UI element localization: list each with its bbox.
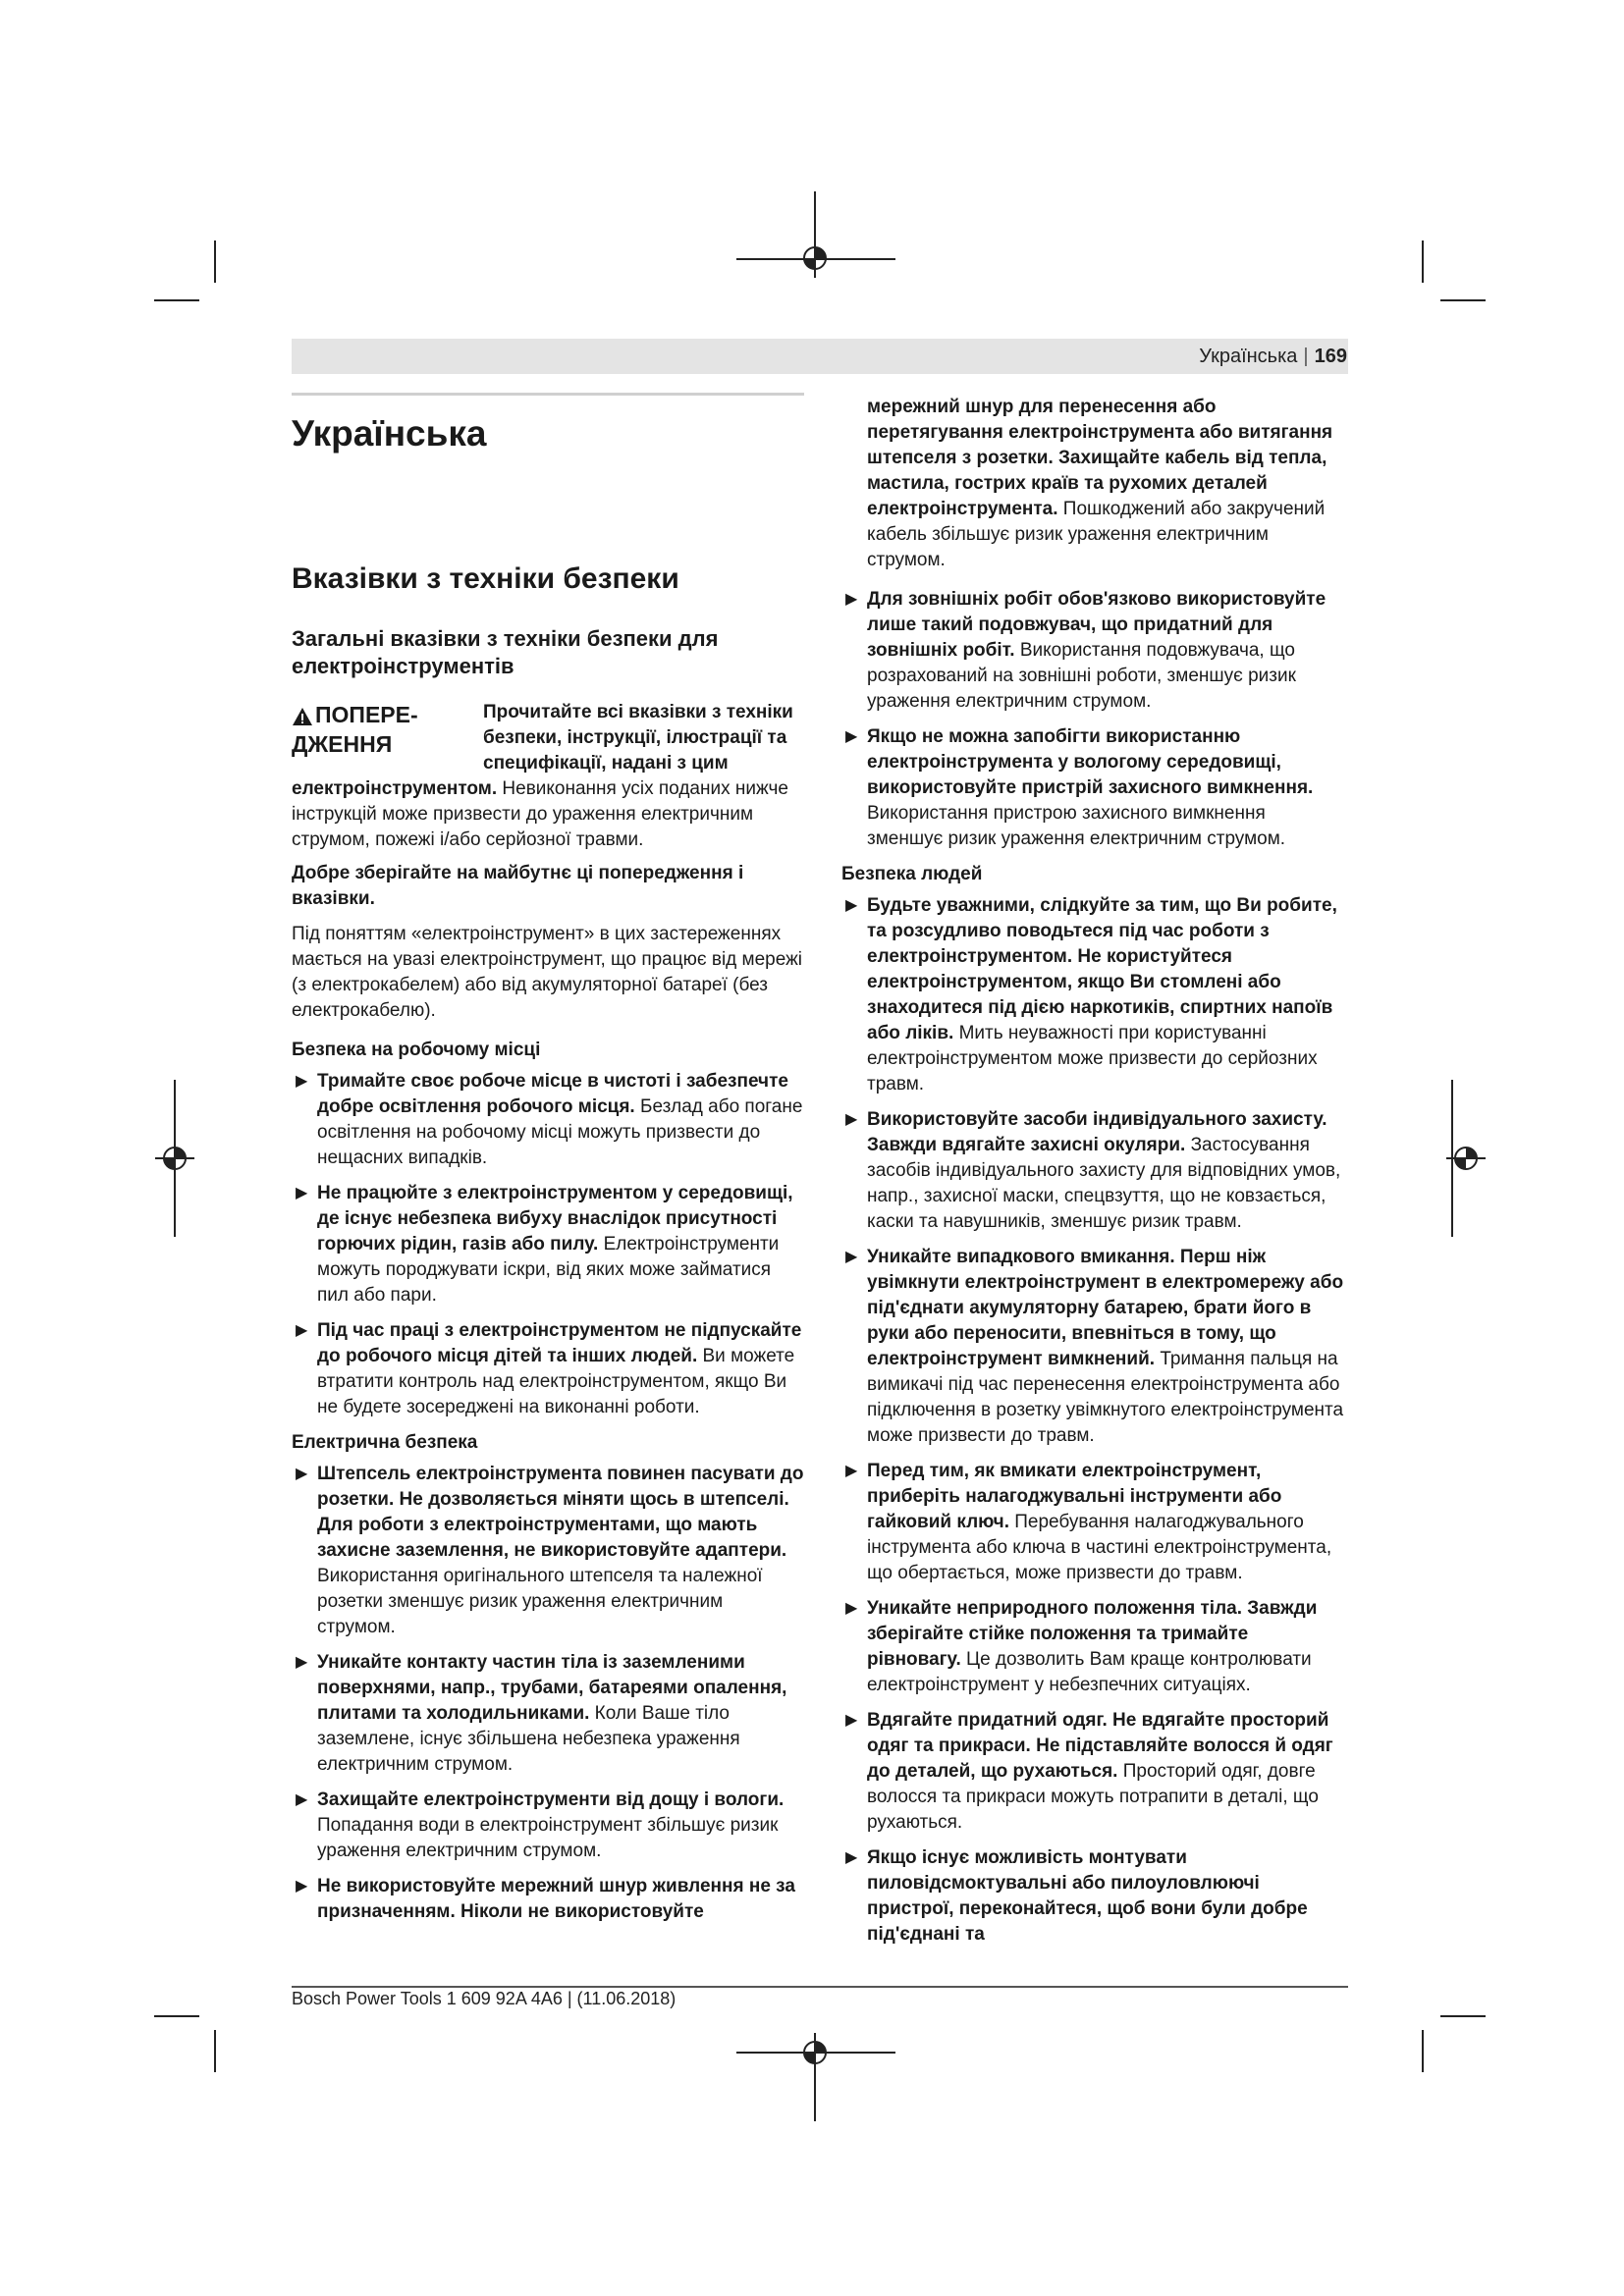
crop-mark (1422, 2030, 1424, 2072)
header-section: Українська (1199, 346, 1298, 367)
list-item: ▶ Не використовуйте мережний шнур живлення не за призначенням. Ніколи не використовуйте (296, 1876, 795, 1922)
warning-label (292, 700, 483, 776)
crop-mark (1440, 2015, 1486, 2017)
crop-mark (814, 191, 816, 240)
crop-mark (154, 299, 199, 301)
crop-mark (1451, 1080, 1453, 1237)
heading-personal-safety: Безпека людей (841, 864, 983, 884)
list-item: ▶ Перед тим, як вмикати електроінструмент, приберіть налагоджувальні інструменти або гайковий ключ. Перебування налагоджувального інструмента або ключа в частині електроінструмента, що обертається, може призвести до травм. (845, 1461, 1332, 1583)
warning-cont-text: Невиконання усіх поданих нижче інструкцій може призвести до ураження електричним струмом, пожежі і/або серйозної травми. (292, 778, 788, 850)
definition-paragraph: Під поняттям «електроінструмент» в цих застереженнях мається на увазі електроінструмент, що працює від мережі (з електрокабелем) або від акумуляторної батареї (без електрокабелю). (292, 924, 803, 1021)
crop-mark (214, 2030, 216, 2072)
page-number: 169 (1314, 346, 1347, 367)
crop-mark (214, 240, 216, 283)
crop-mark (736, 2052, 895, 2054)
crop-mark (814, 2072, 816, 2121)
list-item: ▶ Якщо існує можливість монтувати пиловідсмоктувальні або пилоуловлюючі пристрої, переконайтеся, щоб вони були добре під'єднані та (845, 1847, 1308, 1945)
crop-mark (154, 2015, 199, 2017)
list-item: ▶ Під час праці з електроінструментом не підпускайте до робочого місця дітей та інших людей. Ви можете втратити контроль над електроінструментом, якщо Ви не будете зосереджені на виконанні роботи. (296, 1320, 802, 1417)
page-header: Українська | 169 (1199, 346, 1347, 367)
list-item: ▶ Якщо не можна запобігти використанню електроінструмента у вологому середовищі, використовуйте пристрій захисного вимкнення. Використання пристрою захисного вимкнення зменшує ризик ураження електричним струмом. (845, 726, 1314, 849)
list-item: ▶ Захищайте електроінструменти від дощу і вологи. Попадання води в електроінструмент збільшує ризик ураження електричним струмом. (296, 1789, 785, 1861)
section-title: Вказівки з техніки безпеки (292, 562, 679, 595)
list-item: ▶ Уникайте контакту частин тіла із заземленими поверхнями, напр., трубами, батареями опалення, плитами та холодильниками. Коли Ваше тіло заземлене, існує збільшена небезпека ураження електричним струмом. (296, 1652, 787, 1775)
list-item: ▶ Для зовнішніх робіт обов'язково використовуйте лише такий подовжувач, що придатний для зовнішніх робіт. Використання подовжувача, що розрахований на зовнішні роботи, зменшує ризик ураження електричним струмом. (845, 589, 1326, 712)
heading-work-area: Безпека на робочому місці (292, 1040, 541, 1060)
heading-electrical-safety: Електрична безпека (292, 1432, 478, 1453)
title-rule (292, 393, 804, 396)
warning-continuation (292, 776, 804, 853)
page-header-band (292, 339, 1348, 374)
warning-label-text: ПОПЕРЕ-ДЖЕННЯ (292, 702, 418, 757)
continued-item: мережний шнур для перенесення або перетягування електроінструмента або витягання штепселя з розетки. Захищайте кабель від тепла, мастила, гострих країв та рухомих деталей електроінструмента. Пошкоджений або закручений кабель збільшує ризик ураження електричним струмом. (867, 397, 1333, 570)
list-item: ▶ Вдягайте придатний одяг. Не вдягайте просторий одяг та прикраси. Не підставляйте волосся й одяг до деталей, що рухаються. Просторий одяг, довге волосся та прикраси можуть потрапити в деталі, що рухаються. (845, 1710, 1333, 1833)
list-item: ▶ Будьте уважними, слідкуйте за тим, що Ви робите, та розсудливо поводьтеся під час роботи з електроінструментом. Не користуйтеся електроінструментом, якщо Ви стомлені або знаходитеся під дією наркотиків, спиртних напоїв або ліків. Мить неуважності при користуванні електроінструментом може призвести до серйозних травм. (845, 895, 1337, 1095)
keep-instructions: Добре зберігайте на майбутнє ці попередження і вказівки. (292, 863, 744, 909)
list-item: ▶ Уникайте випадкового вмикання. Перш ніж увімкнути електроінструмент в електромережу або під'єднати акумуляторну батарею, брати його в руки або переносити, впевніться в тому, що електроінструмент вимкнений. Тримання пальця на вимикачі під час перенесення електроінструмента або підключення в розетку увімкнутого електроінструмента може призвести до травм. (845, 1247, 1344, 1446)
crop-mark (1440, 299, 1486, 301)
warning-text: Прочитайте всі вказівки з техніки безпеки, інструкції, ілюстрації та специфікації, надані з цим (483, 702, 793, 774)
language-title: Українська (292, 413, 487, 454)
list-item: ▶ Не працюйте з електроінструментом у середовищі, де існує небезпека вибуху внаслідок присутності горючих рідин, газів або пилу. Електроінструменти можуть породжувати іскри, від яких може займатися пил або пари. (296, 1183, 793, 1306)
left-column (292, 393, 804, 1935)
warning-triangle-icon (292, 707, 313, 726)
warning-block (292, 700, 804, 776)
crop-mark (174, 1080, 176, 1237)
right-column (841, 395, 1346, 1957)
list-item: ▶ Уникайте неприродного положення тіла. Завжди зберігайте стійке положення та тримайте рівновагу. Це дозволить Вам краще контролювати електроінструмент у небезпечних ситуаціях. (845, 1598, 1318, 1695)
warning-cont-bold: електроінструментом. (292, 778, 498, 799)
list-item: ▶ Штепсель електроінструмента повинен пасувати до розетки. Не дозволяється міняти щось в штепселі. Для роботи з електроінструментами, що мають захисне заземлення, не використовуйте адаптери. Використання оригінального штепселя та належної розетки зменшує ризик ураження електричним струмом. (296, 1464, 804, 1637)
crop-mark (1422, 240, 1424, 283)
list-item: ▶ Тримайте своє робоче місце в чистоті і забезпечте добре освітлення робочого місця. Безлад або погане освітлення на робочому місці можуть призвести до нещасних випадків. (296, 1071, 803, 1168)
crop-mark (736, 258, 895, 260)
subsection-title: Загальні вказівки з техніки безпеки для електроінструментів (292, 626, 719, 678)
list-item: ▶ Використовуйте засоби індивідуального захисту. Завжди вдягайте захисні окуляри. Застосування засобів індивідуального захисту для відповідних умов, напр., захисної маски, спецвзуття, що не ковзається, каски та навушників, зменшує ризик травм. (845, 1109, 1341, 1232)
footer-rule (292, 1986, 1348, 1988)
page-footer: Bosch Power Tools 1 609 92A 4A6 | (11.06.2018) (292, 1989, 677, 2008)
